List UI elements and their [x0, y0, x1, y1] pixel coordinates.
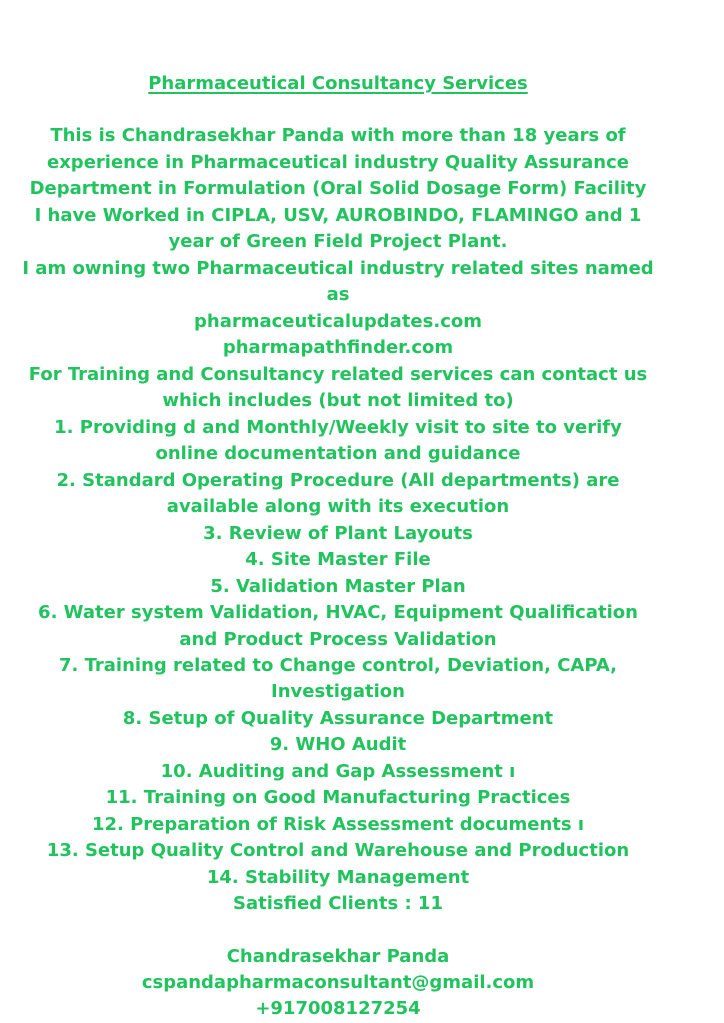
service-line-11: Investigation — [271, 681, 405, 702]
service-line-13: 9. WHO Audit — [269, 734, 407, 755]
service-line-4: available along with its execution — [166, 496, 510, 517]
contact-phone: +917008127254 — [255, 998, 421, 1019]
service-line-3: 2. Standard Operating Procedure (All departments) are — [56, 470, 620, 491]
service-line-7: 5. Validation Master Plan — [210, 576, 466, 597]
service-line-8: 6. Water system Validation, HVAC, Equipment Qualification — [38, 602, 638, 623]
page-title: Pharmaceutical Consultancy Services — [148, 73, 528, 94]
service-line-12: 8. Setup of Quality Assurance Department — [122, 708, 554, 729]
intro-line-10: For Training and Consultancy related services can contact us — [28, 364, 648, 385]
intro-line-11: which includes (but not limited to) — [162, 390, 514, 411]
service-line-18: 14. Stability Management — [206, 867, 470, 888]
service-line-10: 7. Training related to Change control, Deviation, CAPA, — [58, 655, 618, 676]
intro-line-5: year of Green Field Project Plant. — [168, 231, 508, 252]
service-line-15: 11. Training on Good Manufacturing Practices — [105, 787, 571, 808]
contact-name: Chandrasekhar Panda — [226, 946, 450, 967]
service-line-6: 4. Site Master File — [245, 549, 431, 570]
service-line-17: 13. Setup Quality Control and Warehouse and Production — [46, 840, 630, 861]
intro-line-3: Department in Formulation (Oral Solid Dosage Form) Facility — [29, 178, 647, 199]
service-line-9: and Product Process Validation — [179, 629, 497, 650]
intro-line-1: This is Chandrasekhar Panda with more than 18 years of — [50, 125, 626, 146]
service-line-14: 10. Auditing and Gap Assessment ı — [160, 761, 516, 782]
service-line-2: online documentation and guidance — [155, 443, 521, 464]
contact-email-link[interactable]: cspandapharmaconsultant@gmail.com — [141, 972, 535, 993]
intro-line-6: I am owning two Pharmaceutical industry related sites named — [22, 258, 654, 279]
intro-line-4: I have Worked in CIPLA, USV, AUROBINDO, FLAMINGO and 1 — [34, 205, 642, 226]
satisfied-clients: Satisfied Clients : 11 — [233, 893, 443, 914]
intro-line-2: experience in Pharmaceutical industry Quality Assurance — [46, 152, 629, 173]
service-line-5: 3. Review of Plant Layouts — [203, 523, 473, 544]
service-line-16: 12. Preparation of Risk Assessment documents ı — [91, 814, 585, 835]
website-2-link[interactable]: pharmapathfinder.com — [222, 337, 454, 358]
website-1-link[interactable]: pharmaceuticalupdates.com — [194, 311, 482, 332]
service-line-1: 1. Providing d and Monthly/Weekly visit to site to verify — [54, 417, 622, 438]
intro-line-7: as — [326, 284, 350, 305]
